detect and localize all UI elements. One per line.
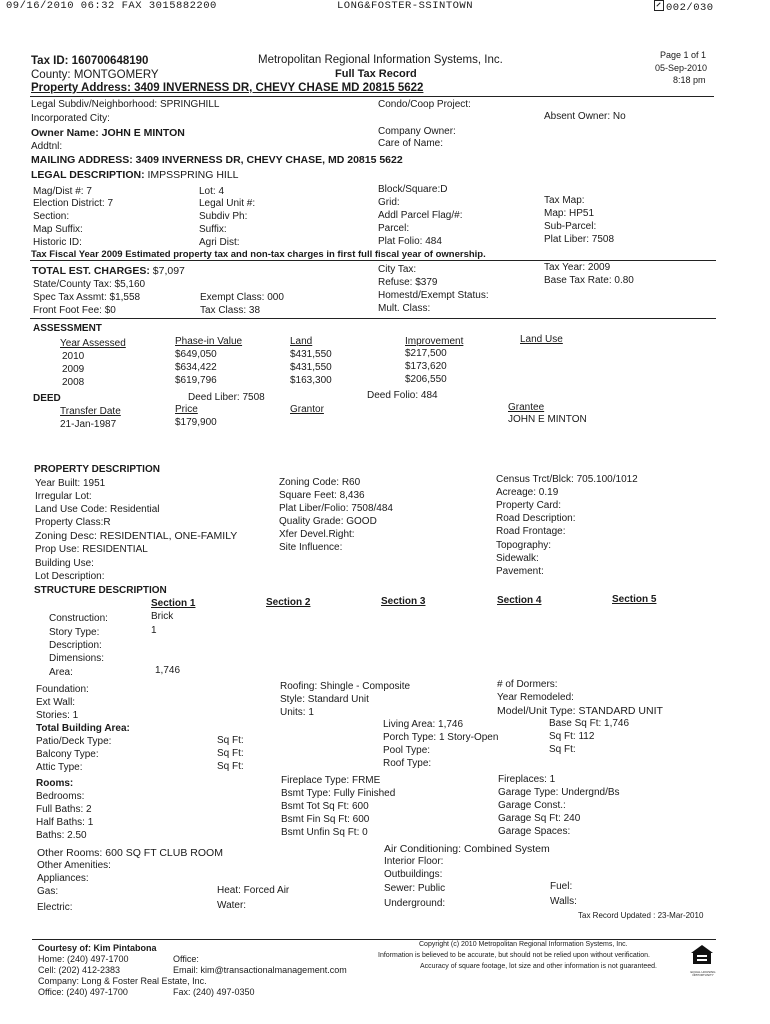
- gas: Gas:: [37, 886, 59, 897]
- air-conditioning: Air Conditioning: Combined System: [384, 843, 550, 855]
- lot: Lot: 4: [199, 186, 225, 197]
- walls: Walls:: [550, 896, 577, 907]
- owner-name-text: Owner Name: JOHN E MINTON: [31, 127, 185, 139]
- story-type-value: 1: [151, 625, 157, 636]
- plat-liber-folio: Plat Liber/Folio: 7508/484: [279, 503, 393, 514]
- electric: Electric:: [37, 902, 73, 913]
- county: County: MONTGOMERY: [31, 69, 159, 81]
- assessment-year: 2009: [62, 364, 85, 375]
- equal-housing-icon: [690, 944, 714, 970]
- tax-year: Tax Year: 2009: [544, 262, 611, 273]
- pool-sqft: Sq Ft:: [549, 744, 576, 755]
- full-baths: Full Baths: 2: [36, 804, 92, 815]
- section-1-header: Section 1: [151, 598, 196, 609]
- deed-header-grantee: Grantee: [508, 402, 545, 413]
- area-label: Area:: [49, 667, 73, 678]
- legal-description-value: IMPSSPRING HILL: [147, 169, 239, 181]
- bedrooms: Bedrooms:: [36, 791, 85, 802]
- assessment-phase-in: $649,050: [175, 349, 217, 360]
- office: Office:: [173, 954, 199, 964]
- garage-sqft: Garage Sq Ft: 240: [498, 813, 581, 824]
- garage-spaces: Garage Spaces:: [498, 826, 571, 837]
- report-date: 05-Sep-2010: [655, 63, 708, 73]
- agent-home-phone: Home: (240) 497-1700: [38, 954, 129, 964]
- road-frontage: Road Frontage:: [496, 526, 566, 537]
- baths: Baths: 2.50: [36, 830, 87, 841]
- garage-type: Garage Type: Undergnd/Bs: [498, 787, 620, 798]
- assessment-phase-in: $619,796: [175, 375, 217, 386]
- tax-map: Tax Map:: [544, 195, 585, 206]
- garage-const: Garage Const.:: [498, 800, 566, 811]
- disclaimer-square-footage: Accuracy of square footage, lot size and other information is not guaranteed.: [420, 963, 657, 970]
- ext-wall: Ext Wall:: [36, 697, 76, 708]
- bsmt-tot-sqft: Bsmt Tot Sq Ft: 600: [281, 801, 369, 812]
- deed-folio: Deed Folio: 484: [367, 390, 438, 401]
- legal-description: [31, 169, 239, 181]
- legal-subdiv: Legal Subdiv/Neighborhood: SPRINGHILL: [31, 99, 220, 110]
- water: Water:: [217, 900, 247, 911]
- description-label: Description:: [49, 640, 102, 651]
- deed-header-transfer-date: Transfer Date: [60, 406, 121, 417]
- agent-fax: Fax: (240) 497-0350: [173, 987, 255, 997]
- other-amenities: Other Amenities:: [37, 860, 111, 871]
- sewer: Sewer: Public: [384, 883, 446, 894]
- fax-timestamp: 09/16/2010 06:32 FAX 3015882200: [6, 0, 217, 12]
- front-foot-fee: Front Foot Fee: $0: [33, 305, 116, 316]
- owner-name: [31, 127, 185, 139]
- page-of: Page 1 of 1: [660, 50, 707, 60]
- org-name: Metropolitan Regional Information Systems, Inc.: [258, 54, 503, 66]
- balcony-sqft: Sq Ft:: [217, 748, 244, 759]
- zoning-code: Zoning Code: R60: [279, 477, 361, 488]
- state-county-tax: State/County Tax: $5,160: [33, 279, 146, 290]
- legal-description-label: LEGAL DESCRIPTION:: [31, 169, 145, 181]
- deed-liber: Deed Liber: 7508: [188, 392, 265, 403]
- fireplace-type: Fireplace Type: FRME: [281, 775, 381, 786]
- fax-page-icon: [654, 0, 664, 11]
- parcel: Parcel:: [378, 223, 410, 234]
- area-value: 1,746: [155, 665, 181, 676]
- absent-owner: Absent Owner: No: [544, 111, 626, 122]
- divider: [30, 96, 714, 97]
- agent-cell-phone: Cell: (202) 412-2383: [38, 965, 121, 975]
- city-tax: City Tax:: [378, 264, 417, 275]
- map-suffix: Map Suffix:: [33, 224, 83, 235]
- fax-page: [654, 0, 714, 14]
- base-tax-rate: Base Tax Rate: 0.80: [544, 275, 634, 286]
- assessment-title: ASSESSMENT: [33, 323, 102, 334]
- equal-housing-logo: [690, 944, 716, 977]
- xfer-devel-right: Xfer Devel.Right:: [279, 529, 355, 540]
- addl-parcel: Addl Parcel Flag/#:: [378, 210, 463, 221]
- deed-grantee: JOHN E MINTON: [508, 414, 587, 425]
- porch-type: Porch Type: 1 Story-Open: [383, 732, 499, 743]
- census-tract: Census Trct/Blck: 705.100/1012: [496, 474, 638, 485]
- assessment-year: 2008: [62, 377, 85, 388]
- tax-class: Tax Class: 38: [200, 305, 261, 316]
- copyright: Copyright (c) 2010 Metropolitan Regional Information Systems, Inc.: [419, 941, 628, 948]
- bsmt-unfin-sqft: Bsmt Unfin Sq Ft: 0: [281, 827, 368, 838]
- structure-title: STRUCTURE DESCRIPTION: [34, 585, 167, 596]
- model-unit-type: Model/Unit Type: STANDARD UNIT: [497, 705, 663, 717]
- square-feet: Square Feet: 8,436: [279, 490, 365, 501]
- attic-type: Attic Type:: [36, 762, 83, 773]
- divider: [30, 260, 716, 261]
- assessment-land: $163,300: [290, 375, 332, 386]
- lot-description: Lot Description:: [35, 571, 105, 582]
- section-2-header: Section 2: [266, 597, 311, 608]
- divider: [32, 939, 716, 940]
- assessment-phase-in: $634,422: [175, 362, 217, 373]
- deed-title: DEED: [33, 393, 61, 404]
- dimensions-label: Dimensions:: [49, 653, 105, 664]
- quality-grade: Quality Grade: GOOD: [279, 516, 377, 527]
- deed-header-grantor: Grantor: [290, 404, 324, 415]
- deed-header-price: Price: [175, 404, 198, 415]
- section-5-header: Section 5: [612, 594, 657, 605]
- agent-email: Email: kim@transactionalmanagement.com: [173, 965, 347, 975]
- section-3-header: Section 3: [381, 596, 426, 607]
- agri-dist: Agri Dist:: [199, 237, 240, 248]
- tax-fiscal-note: Tax Fiscal Year 2009 Estimated property tax and non-tax charges in first full fiscal year of ownership.: [31, 249, 486, 260]
- building-use: Building Use:: [35, 558, 94, 569]
- acreage: Acreage: 0.19: [496, 487, 559, 498]
- care-of-name: Care of Name:: [378, 138, 444, 149]
- divider: [30, 318, 716, 319]
- tax-record-updated: Tax Record Updated : 23-Mar-2010: [578, 911, 704, 920]
- stories: Stories: 1: [36, 710, 79, 721]
- construction-value: Brick: [151, 611, 174, 622]
- deed-transfer-date: 21-Jan-1987: [60, 419, 117, 430]
- year-built: Year Built: 1951: [35, 478, 106, 489]
- total-charges-label: TOTAL EST. CHARGES:: [32, 265, 150, 277]
- exempt-class: Exempt Class: 000: [200, 292, 284, 303]
- agent-company: Company: Long & Foster Real Estate, Inc.: [38, 976, 207, 986]
- outbuildings: Outbuildings:: [384, 869, 443, 880]
- assessment-improvement: $217,500: [405, 348, 447, 359]
- total-charges-value: $7,097: [152, 265, 185, 277]
- prop-use: Prop Use: RESIDENTIAL: [35, 544, 148, 555]
- base-sqft: Base Sq Ft: 1,746: [549, 718, 630, 729]
- company-owner: Company Owner:: [378, 126, 456, 137]
- road-description: Road Description:: [496, 513, 576, 524]
- site-influence: Site Influence:: [279, 542, 343, 553]
- plat-liber: Plat Liber: 7508: [544, 234, 615, 245]
- disclaimer-accuracy: Information is believed to be accurate, but should not be relied upon without verification.: [378, 952, 650, 959]
- assessment-land: $431,550: [290, 349, 332, 360]
- assessment-improvement: $173,620: [405, 361, 447, 372]
- fireplaces: Fireplaces: 1: [498, 774, 556, 785]
- incorporated-city: Incorporated City:: [31, 113, 110, 124]
- mag-dist: Mag/Dist #: 7: [33, 186, 92, 197]
- grid: Grid:: [378, 197, 400, 208]
- property-class: Property Class:R: [35, 517, 111, 528]
- sidewalk: Sidewalk:: [496, 553, 539, 564]
- legal-unit: Legal Unit #:: [199, 198, 256, 209]
- deed-price: $179,900: [175, 417, 217, 428]
- patio-deck-type: Patio/Deck Type:: [36, 736, 112, 747]
- assessment-land: $431,550: [290, 362, 332, 373]
- refuse: Refuse: $379: [378, 277, 438, 288]
- assessment-header-improvement: Improvement: [405, 336, 464, 347]
- block-square: Block/Square:D: [378, 184, 448, 195]
- pool-type: Pool Type:: [383, 745, 431, 756]
- tax-id: Tax ID: 160700648190: [31, 55, 149, 67]
- dormers: # of Dormers:: [497, 679, 558, 690]
- courtesy-of: Courtesy of: Kim Pintabona: [38, 943, 157, 953]
- bsmt-type: Bsmt Type: Fully Finished: [281, 788, 396, 799]
- assessment-header-phase-in: Phase-in Value: [175, 336, 243, 347]
- mailing-address: MAILING ADDRESS: 3409 INVERNESS DR, CHEVY CHASE, MD 20815 5622: [31, 154, 403, 166]
- subdiv-ph: Subdiv Ph:: [199, 211, 248, 222]
- report-time: 8:18 pm: [673, 75, 706, 85]
- section: Section:: [33, 211, 70, 222]
- units: Units: 1: [280, 707, 314, 718]
- spec-tax-assmt: Spec Tax Assmt: $1,558: [33, 292, 141, 303]
- half-baths: Half Baths: 1: [36, 817, 94, 828]
- assessment-improvement: $206,550: [405, 374, 447, 385]
- historic-id: Historic ID:: [33, 237, 82, 248]
- land-use-code: Land Use Code: Residential: [35, 504, 160, 515]
- fax-page-number: 002/030: [666, 2, 714, 14]
- agent-office-phone: Office: (240) 497-1700: [38, 987, 128, 997]
- sub-parcel: Sub-Parcel:: [544, 221, 597, 232]
- record-type: Full Tax Record: [335, 68, 417, 80]
- underground: Underground:: [384, 898, 446, 909]
- topography: Topography:: [496, 540, 552, 551]
- map-number: Map: HP51: [544, 208, 595, 219]
- addtnl: Addtnl:: [31, 141, 63, 152]
- irregular-lot: Irregular Lot:: [35, 491, 92, 502]
- mult-class: Mult. Class:: [378, 303, 431, 314]
- attic-sqft: Sq Ft:: [217, 761, 244, 772]
- balcony-type: Balcony Type:: [36, 749, 99, 760]
- style: Style: Standard Unit: [280, 694, 369, 705]
- pavement: Pavement:: [496, 566, 544, 577]
- appliances: Appliances:: [37, 873, 89, 884]
- total-building-area: Total Building Area:: [36, 723, 130, 734]
- assessment-header-land-use: Land Use: [520, 334, 563, 345]
- property-card: Property Card:: [496, 500, 562, 511]
- living-area: Living Area: 1,746: [383, 719, 464, 730]
- property-description-title: PROPERTY DESCRIPTION: [34, 464, 160, 475]
- equal-housing-label: EQUAL HOUSING OPPORTUNITY: [690, 970, 716, 977]
- zoning-desc: Zoning Desc: RESIDENTIAL, ONE-FAMILY: [35, 530, 238, 542]
- condo-coop: Condo/Coop Project:: [378, 99, 471, 110]
- patio-sqft: Sq Ft:: [217, 735, 244, 746]
- rooms: Rooms:: [36, 778, 74, 789]
- total-charges: [32, 265, 185, 277]
- fuel: Fuel:: [550, 881, 573, 892]
- election-district: Election District: 7: [33, 198, 114, 209]
- bsmt-fin-sqft: Bsmt Fin Sq Ft: 600: [281, 814, 370, 825]
- assessment-header-land: Land: [290, 336, 313, 347]
- other-rooms: Other Rooms: 600 SQ FT CLUB ROOM: [37, 847, 223, 859]
- roofing: Roofing: Shingle - Composite: [280, 681, 411, 692]
- assessment-header-year: Year Assessed: [60, 338, 126, 349]
- construction-label: Construction:: [49, 613, 108, 624]
- suffix: Suffix:: [199, 224, 227, 235]
- homestead-status: Homestd/Exempt Status:: [378, 290, 489, 301]
- roof-type: Roof Type:: [383, 758, 432, 769]
- property-address: Property Address: 3409 INVERNESS DR, CHEVY CHASE MD 20815 5622: [31, 82, 424, 94]
- porch-sqft: Sq Ft: 112: [549, 731, 595, 742]
- heat: Heat: Forced Air: [217, 885, 290, 896]
- year-remodeled: Year Remodeled:: [497, 692, 574, 703]
- interior-floor: Interior Floor:: [384, 856, 444, 867]
- fax-sender: LONG&FOSTER-SSINTOWN: [337, 0, 474, 12]
- foundation: Foundation:: [36, 684, 89, 695]
- section-4-header: Section 4: [497, 595, 542, 606]
- plat-folio: Plat Folio: 484: [378, 236, 442, 247]
- story-type-label: Story Type:: [49, 627, 100, 638]
- assessment-year: 2010: [62, 351, 85, 362]
